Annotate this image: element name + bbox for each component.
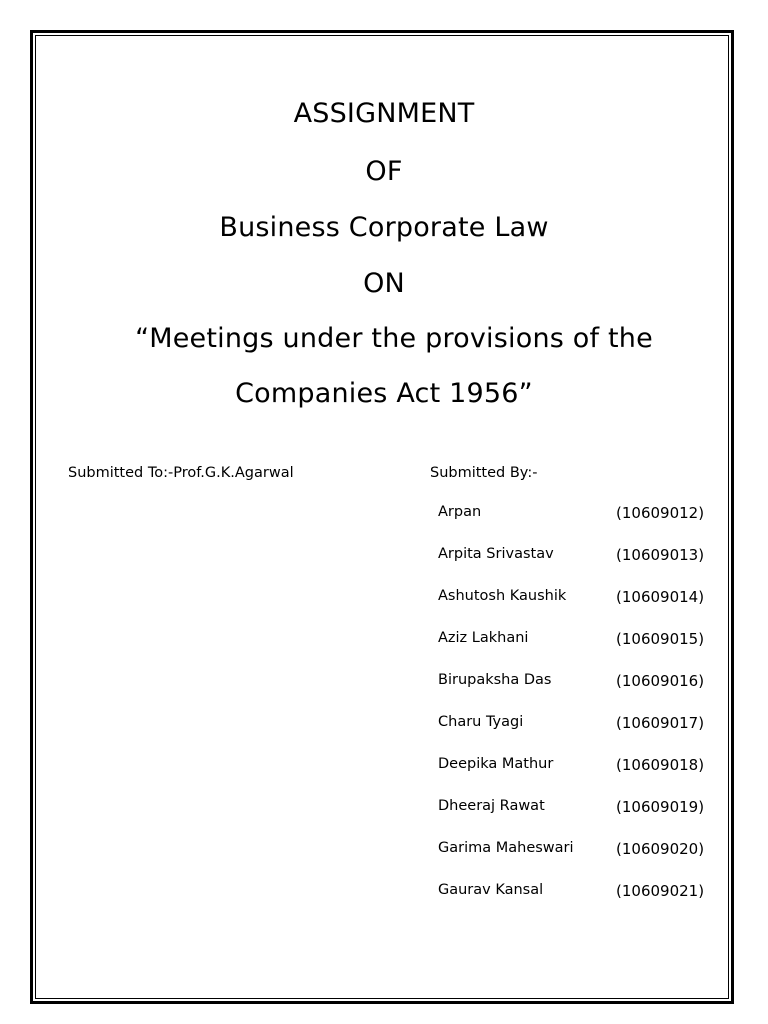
member-row [438, 546, 728, 588]
member-name: Dheeraj Rawat [438, 798, 545, 814]
member-id: (10609020) [616, 840, 705, 858]
member-row [438, 504, 728, 546]
member-id: (10609013) [616, 546, 705, 564]
member-name: Gaurav Kansal [438, 882, 544, 898]
member-name: Charu Tyagi [438, 714, 524, 730]
member-name: Arpan [438, 504, 482, 520]
member-row [438, 588, 728, 630]
member-id: (10609012) [616, 504, 705, 522]
member-id: (10609018) [616, 756, 705, 774]
member-name: Aziz Lakhani [438, 630, 529, 646]
submitted-by-label: Submitted By:- [430, 465, 538, 481]
title-of: OF [365, 156, 403, 187]
title-assignment: ASSIGNMENT [293, 98, 475, 129]
title-topic-line1: “Meetings under the provisions of the [135, 323, 653, 354]
member-name: Garima Maheswari [438, 840, 574, 856]
member-id: (10609015) [616, 630, 705, 648]
title-on: ON [363, 268, 405, 299]
member-id: (10609017) [616, 714, 705, 732]
member-row [438, 672, 728, 714]
title-subject: Business Corporate Law [219, 212, 549, 243]
member-row [438, 756, 728, 798]
title-topic-line2: Companies Act 1956” [235, 378, 533, 409]
member-row [438, 798, 728, 840]
member-row [438, 714, 728, 756]
member-name: Deepika Mathur [438, 756, 554, 772]
member-list [438, 504, 728, 924]
member-id: (10609016) [616, 672, 705, 690]
member-id: (10609019) [616, 798, 705, 816]
member-id: (10609021) [616, 882, 705, 900]
member-name: Ashutosh Kaushik [438, 588, 567, 604]
submitted-to: Submitted To:-Prof.G.K.Agarwal [68, 465, 294, 481]
member-row [438, 882, 728, 924]
member-name: Birupaksha Das [438, 672, 552, 688]
member-row [438, 630, 728, 672]
member-row [438, 840, 728, 882]
member-name: Arpita Srivastav [438, 546, 554, 562]
member-id: (10609014) [616, 588, 705, 606]
